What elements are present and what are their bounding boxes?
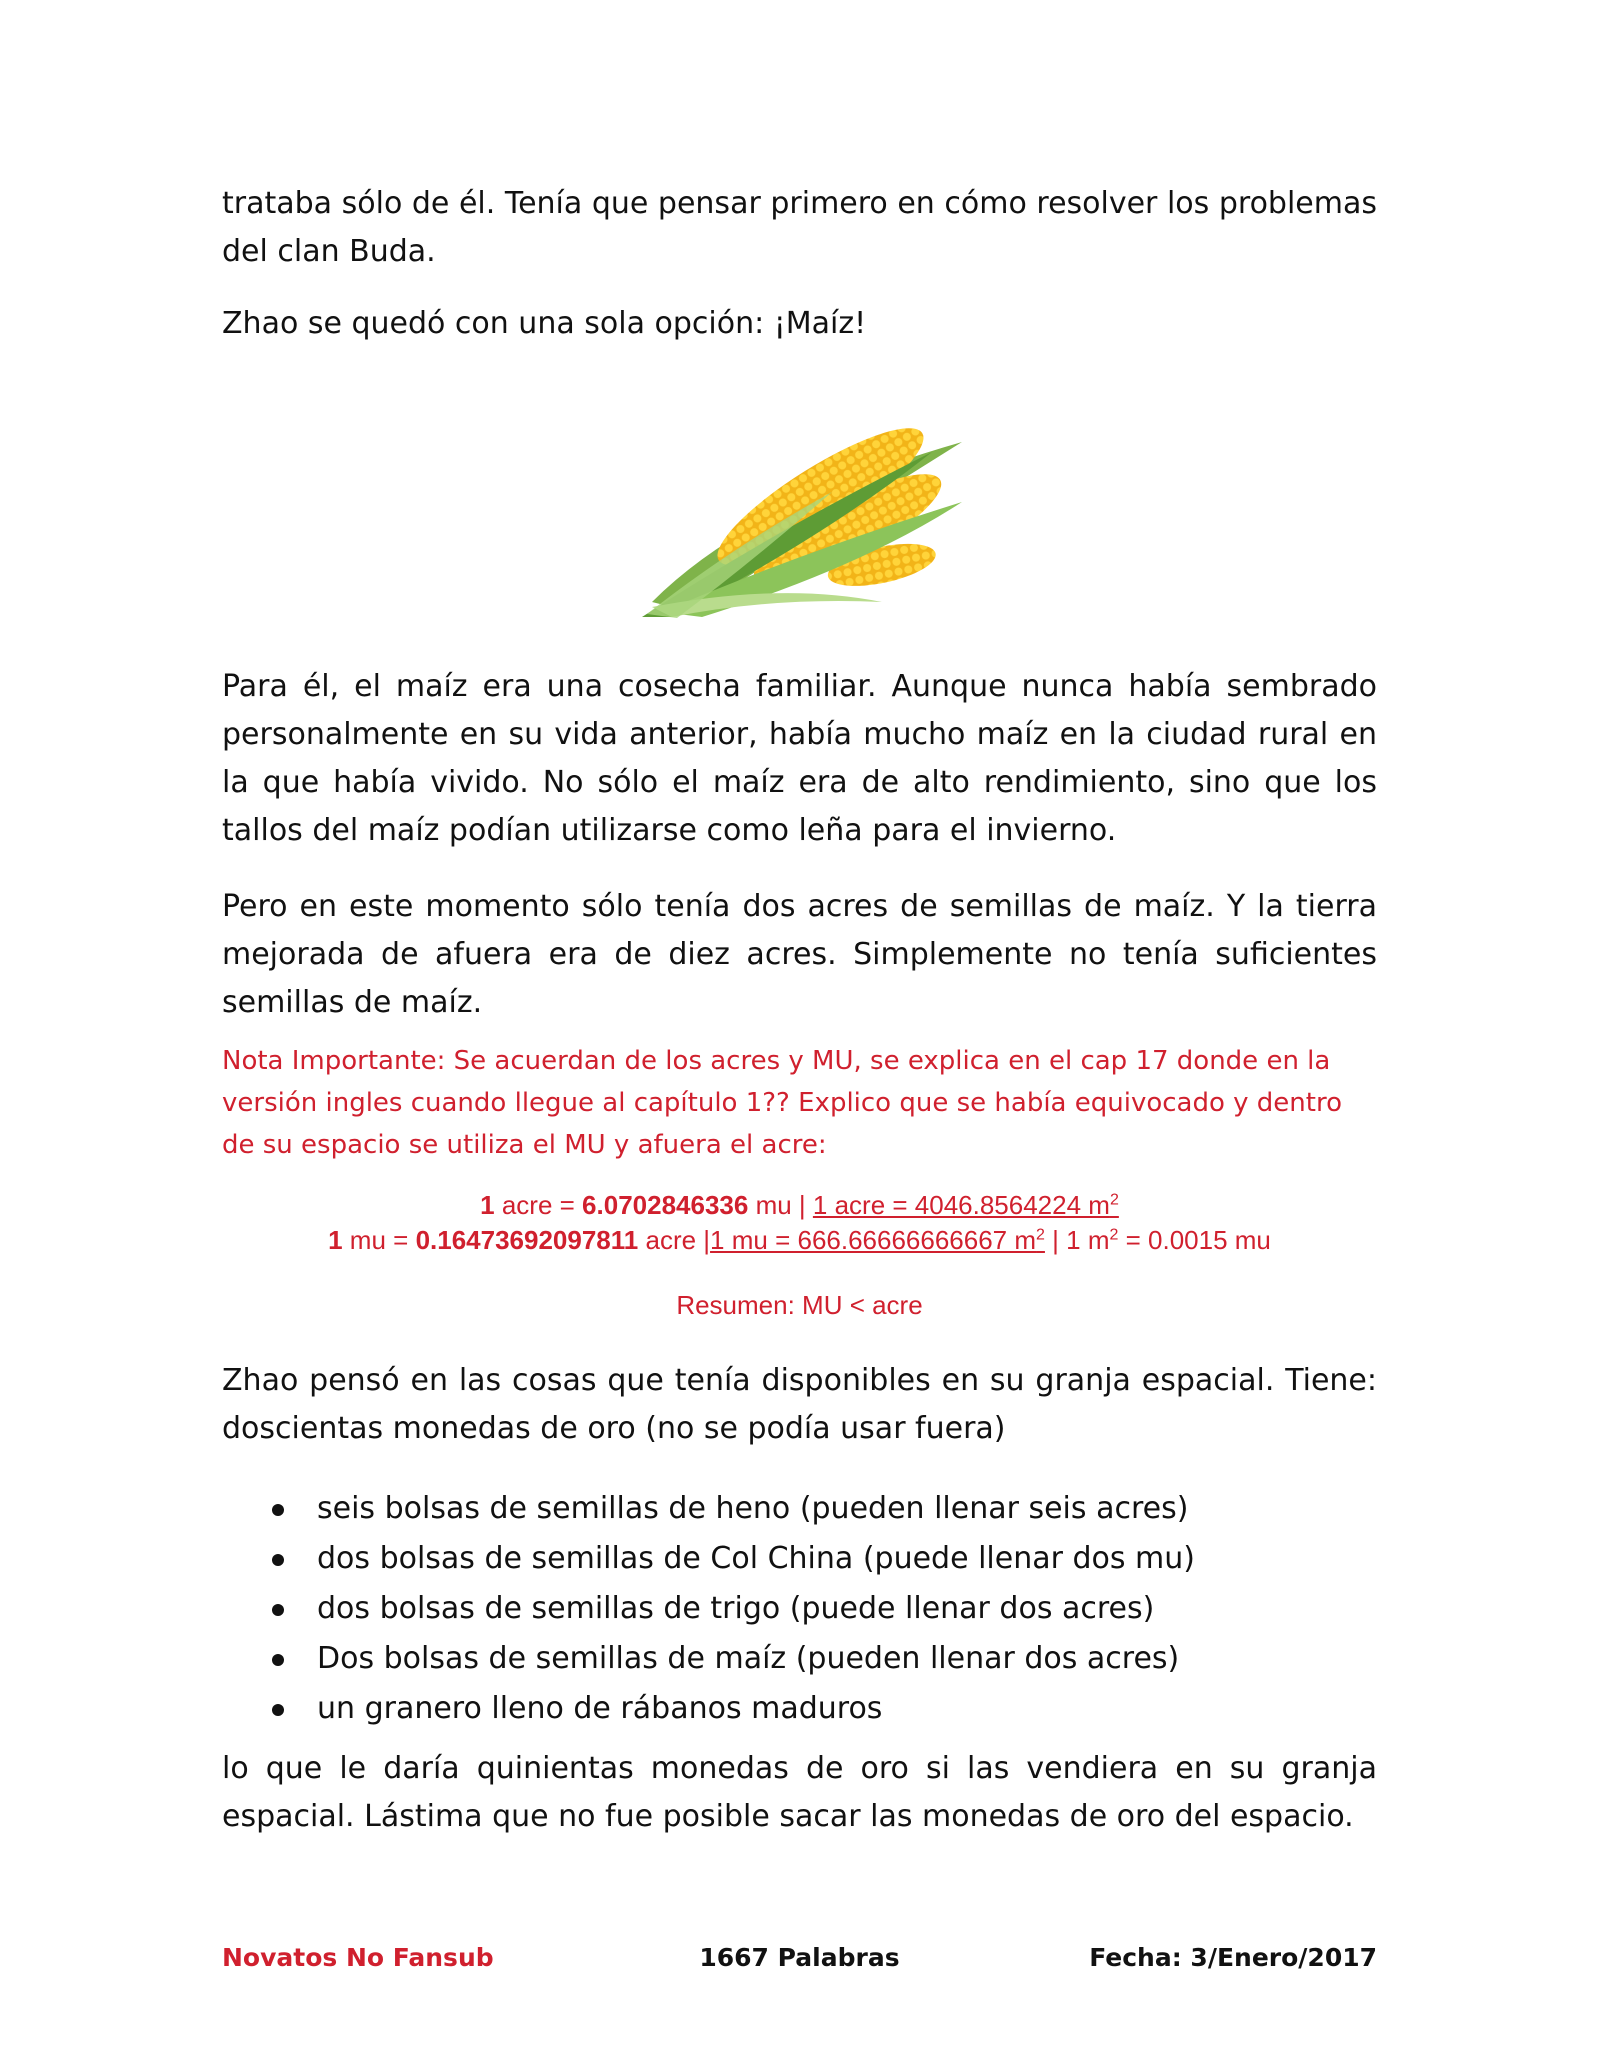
translator-note: Nota Importante: Se acuerdan de los acres y MU, se explica en el cap 17 donde en la versión ingles cuando llegue al capítulo 1?? Explico que se había equivocado y dentro de su espacio se utiliza el MU y afuera el acre:	[222, 1046, 1342, 1160]
paragraph-2: Zhao se quedó con una sola opción: ¡Maíz!	[222, 306, 867, 341]
list-item: dos bolsas de semillas de Col China (puede llenar dos mu)	[222, 1534, 1195, 1584]
page-footer	[222, 1943, 1377, 1983]
summary-line: Resumen: MU < acre	[676, 1290, 923, 1320]
footer-group-name: Novatos No Fansub	[222, 1943, 494, 1972]
formula-text: = 0.0015 mu	[1118, 1225, 1271, 1255]
paragraph-6: lo que le daría quinientas monedas de oro si las vendiera en su granja espacial. Lástima que no fue posible sacar las monedas de oro del espacio.	[222, 1751, 1377, 1834]
formula-text: acre =	[494, 1190, 583, 1220]
list-item: dos bolsas de semillas de trigo (puede llenar dos acres)	[222, 1584, 1195, 1634]
formula-text: mu |	[748, 1190, 813, 1220]
footer-date: Fecha: 3/Enero/2017	[1089, 1943, 1377, 1972]
formula-text: mu =	[342, 1225, 416, 1255]
conversion-formula-mu: 1 mu = 0.16473692097811 acre |1 mu = 666.66666666667 $m^2$ | 1 $m^2 = 0.0015$ mu	[328, 1225, 1271, 1255]
list-item: Dos bolsas de semillas de maíz (pueden llenar dos acres)	[222, 1634, 1195, 1684]
formula-underlined: 1 mu = 666.66666666667 $m^2$	[710, 1225, 1045, 1255]
paragraph-5: Zhao pensó en las cosas que tenía disponibles en su granja espacial. Tiene: doscientas monedas de oro (no se podía usar fuera)	[222, 1363, 1377, 1446]
conversion-formula-acre	[222, 1187, 1377, 1223]
list-item: seis bolsas de semillas de heno (pueden llenar seis acres)	[222, 1484, 1195, 1534]
list-item: un granero lleno de rábanos maduros	[222, 1684, 1195, 1734]
footer-word-count: 1667 Palabras	[699, 1943, 900, 1972]
bullet-icon	[272, 1504, 284, 1516]
formula-number: 1	[328, 1225, 343, 1255]
paragraph-3: Para él, el maíz era una cosecha familiar. Aunque nunca había sembrado personalmente en su vida anterior, había mucho maíz en la ciudad rural en la que había vivido. No sólo el maíz era de alto rendimiento, sino que los tallos del maíz podían utilizarse como leña para el invierno.	[222, 669, 1377, 848]
formula-number: 1	[480, 1190, 495, 1220]
formula-value: 0.16473692097811	[415, 1225, 639, 1255]
formula-underlined: 1 acre = 4046.8564224 $m^2$	[812, 1190, 1119, 1220]
bullet-icon	[272, 1654, 284, 1666]
formula-text: acre |	[638, 1225, 711, 1255]
paragraph-1: trataba sólo de él. Tenía que pensar primero en cómo resolver los problemas del clan Buda.	[222, 186, 1377, 269]
bullet-icon	[272, 1604, 284, 1616]
items-list	[222, 1484, 1195, 1734]
corn-illustration	[632, 382, 982, 622]
bullet-icon	[272, 1704, 284, 1716]
paragraph-4: Pero en este momento sólo tenía dos acres de semillas de maíz. Y la tierra mejorada de afuera era de diez acres. Simplemente no tenía suficientes semillas de maíz.	[222, 889, 1377, 1020]
formula-value: 6.0702846336	[582, 1190, 749, 1220]
bullet-icon	[272, 1554, 284, 1566]
formula-text: | 1 m	[1044, 1225, 1110, 1255]
